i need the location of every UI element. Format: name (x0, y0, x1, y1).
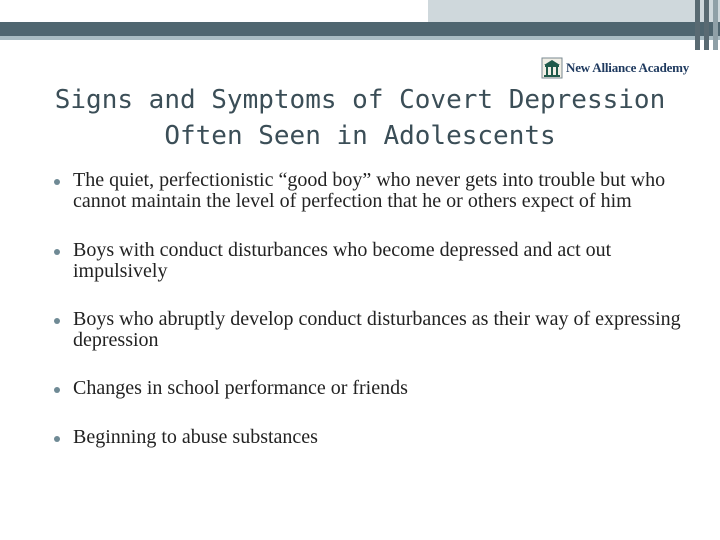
bullet-text: Beginning to abuse substances (73, 426, 318, 448)
header-bar (0, 22, 720, 36)
header-stripe (695, 0, 700, 50)
logo-text: New Alliance Academy (566, 60, 690, 75)
bullet-text: Boys with conduct disturbances who become depressed and act out impulsively (73, 239, 612, 282)
title-line-2: Often Seen in Adolescents (164, 121, 556, 151)
bullet-dot-icon (54, 179, 60, 185)
academy-building-icon (541, 57, 563, 79)
header-stripe (704, 0, 709, 50)
bullet-item (54, 240, 684, 282)
bullet-item (54, 170, 684, 212)
bullet-item (54, 427, 684, 448)
bullet-dot-icon (54, 249, 60, 255)
title-line-1: Signs and Symptoms of Covert Depression (54, 85, 666, 115)
bullet-dot-icon (54, 318, 60, 324)
bullet-list (54, 170, 684, 448)
bullet-dot-icon (54, 436, 60, 442)
academy-logo (541, 56, 689, 80)
bullet-text: Boys who abruptly develop conduct disturbances as their way of expressing depression (73, 308, 681, 351)
bullet-item (54, 378, 684, 399)
header-stripe (713, 0, 718, 50)
bullet-dot-icon (54, 387, 60, 393)
header-bar-underline (0, 36, 720, 40)
bullet-item (54, 309, 684, 351)
bullet-text: The quiet, perfectionistic “good boy” who never gets into trouble but who cannot maintain the level of perfection that he or others expect of him (73, 169, 666, 212)
slide-title (20, 82, 700, 154)
bullet-text: Changes in school performance or friends (73, 377, 408, 399)
header-accent-light (428, 0, 720, 22)
